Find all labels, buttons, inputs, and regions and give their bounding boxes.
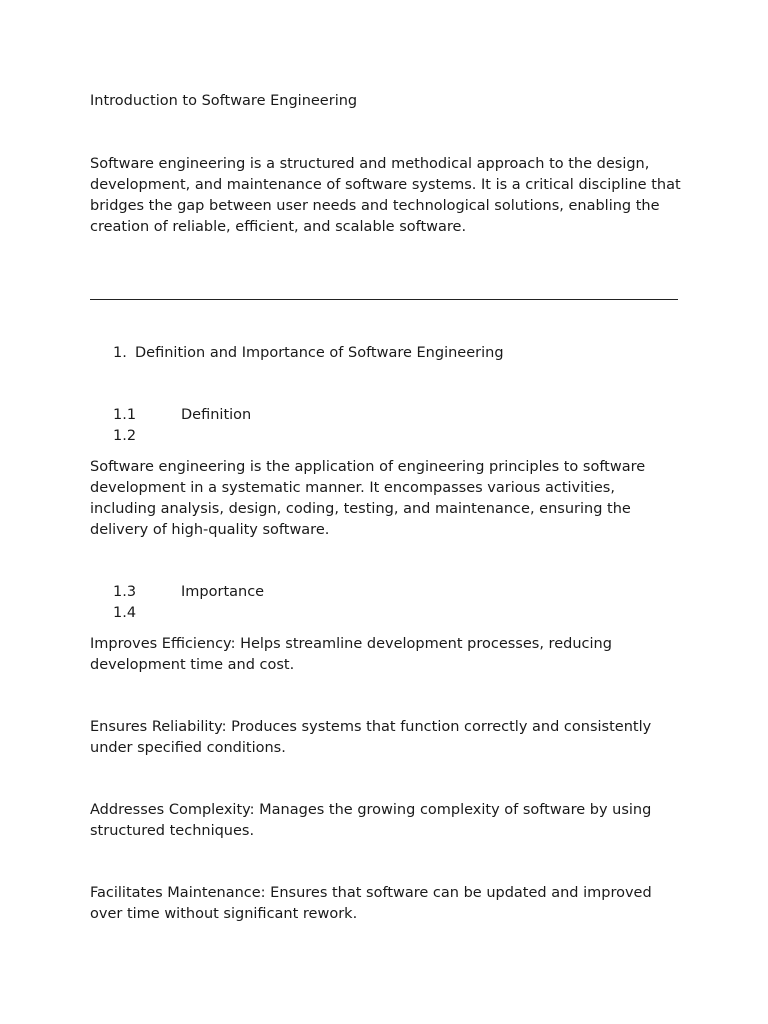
definition-paragraph: Software engineering is the application of engineering principles to software development in a systematic manner. It encompasses various activities, including analysis, design, coding, testing, and maintenance, ensuring the delivery of high-quality software.: [90, 459, 646, 538]
subsection-1-2: [113, 426, 181, 447]
subsection-1-3: [113, 582, 264, 603]
subsection-1-1-number: 1.1: [113, 407, 137, 423]
section-1-number: 1.: [113, 345, 127, 361]
horizontal-divider: [90, 299, 678, 300]
importance-point: Addresses Complexity: Manages the growing complexity of software by using structured techniques.: [90, 802, 652, 839]
section-1-title: Definition and Importance of Software Engineering: [135, 345, 504, 361]
subsection-1-3-number: 1.3: [113, 584, 137, 600]
subsection-1-4-number: 1.4: [113, 605, 137, 621]
subsection-1-1: [113, 405, 251, 426]
subsection-1-3-title: Importance: [181, 584, 265, 600]
document-title: Introduction to Software Engineering: [90, 93, 358, 109]
subsection-1-4: [113, 603, 181, 624]
section-1-heading: [113, 343, 504, 364]
intro-paragraph: Software engineering is a structured and methodical approach to the design, development, and maintenance of software systems. It is a critical discipline that bridges the gap between user needs and technological solutions, enabling the creation of reliable, efficient, and scalable software.: [90, 156, 681, 235]
importance-point: Improves Efficiency: Helps streamline development processes, reducing development time and cost.: [90, 636, 612, 673]
importance-point: Facilitates Maintenance: Ensures that software can be updated and improved over time without significant rework.: [90, 885, 652, 922]
subsection-1-1-title: Definition: [181, 407, 252, 423]
importance-point: Ensures Reliability: Produces systems that function correctly and consistently under specified conditions.: [90, 719, 652, 756]
subsection-1-2-number: 1.2: [113, 428, 137, 444]
